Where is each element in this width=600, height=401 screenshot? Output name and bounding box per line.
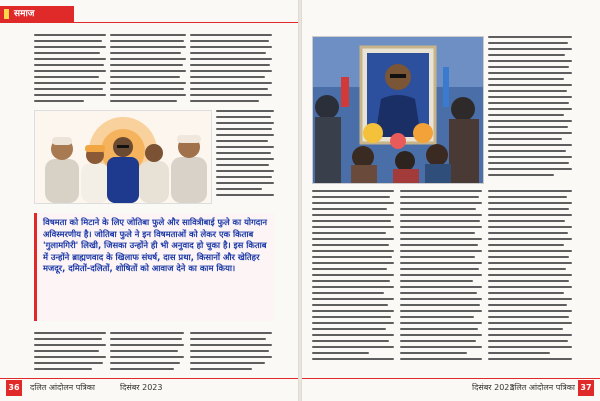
footer-rule (302, 378, 600, 379)
issue-month: दिसंबर 2023 (472, 383, 515, 392)
portrait-collage-art (35, 111, 211, 203)
pull-quote (34, 213, 274, 321)
text-column (312, 190, 394, 364)
magazine-name: दलित आंदोलन पत्रिका (510, 383, 575, 392)
section-tab-marker (4, 9, 9, 19)
section-rule (0, 22, 298, 23)
text-column (110, 34, 186, 106)
page-number: 37 (578, 380, 594, 396)
section-tab (0, 6, 74, 22)
issue-month: दिसंबर 2023 (120, 383, 163, 392)
footer-rule (0, 378, 298, 379)
pull-quote-text: विषमता को मिटाने के लिए जोतिबा फुले और सावित्रीबाई फुले का योगदान अविस्मरणीय है। जोतिबा फुले ने इन विषमताओं को लेकर एक किताब 'गुलामगिरी' लिखी, जिसका उन्होंने ही भी अनुवाद हो चुका है। इस किताब में उन्होंने ब्राह्मणवाद के खिलाफ संघर्ष, दास प्रथा, किसानों और खेतिहर मजदूर, दमितों-दलितों, शोषितों को आवाज देने का काम किया। (43, 217, 268, 274)
text-column (34, 332, 106, 374)
section-label: समाज (14, 9, 35, 19)
portrait-collage-image (34, 110, 212, 204)
text-column (190, 332, 272, 374)
magazine-name: दलित आंदोलन पत्रिका (30, 383, 95, 392)
text-column (190, 34, 272, 106)
ambedkar-photo-art (313, 37, 483, 183)
text-column (488, 36, 572, 180)
ambedkar-photo (312, 36, 484, 184)
text-column (488, 190, 572, 364)
text-column (216, 110, 274, 200)
text-column (34, 34, 106, 106)
text-column (400, 190, 482, 364)
page-number: 36 (6, 380, 22, 396)
text-column (110, 332, 184, 374)
